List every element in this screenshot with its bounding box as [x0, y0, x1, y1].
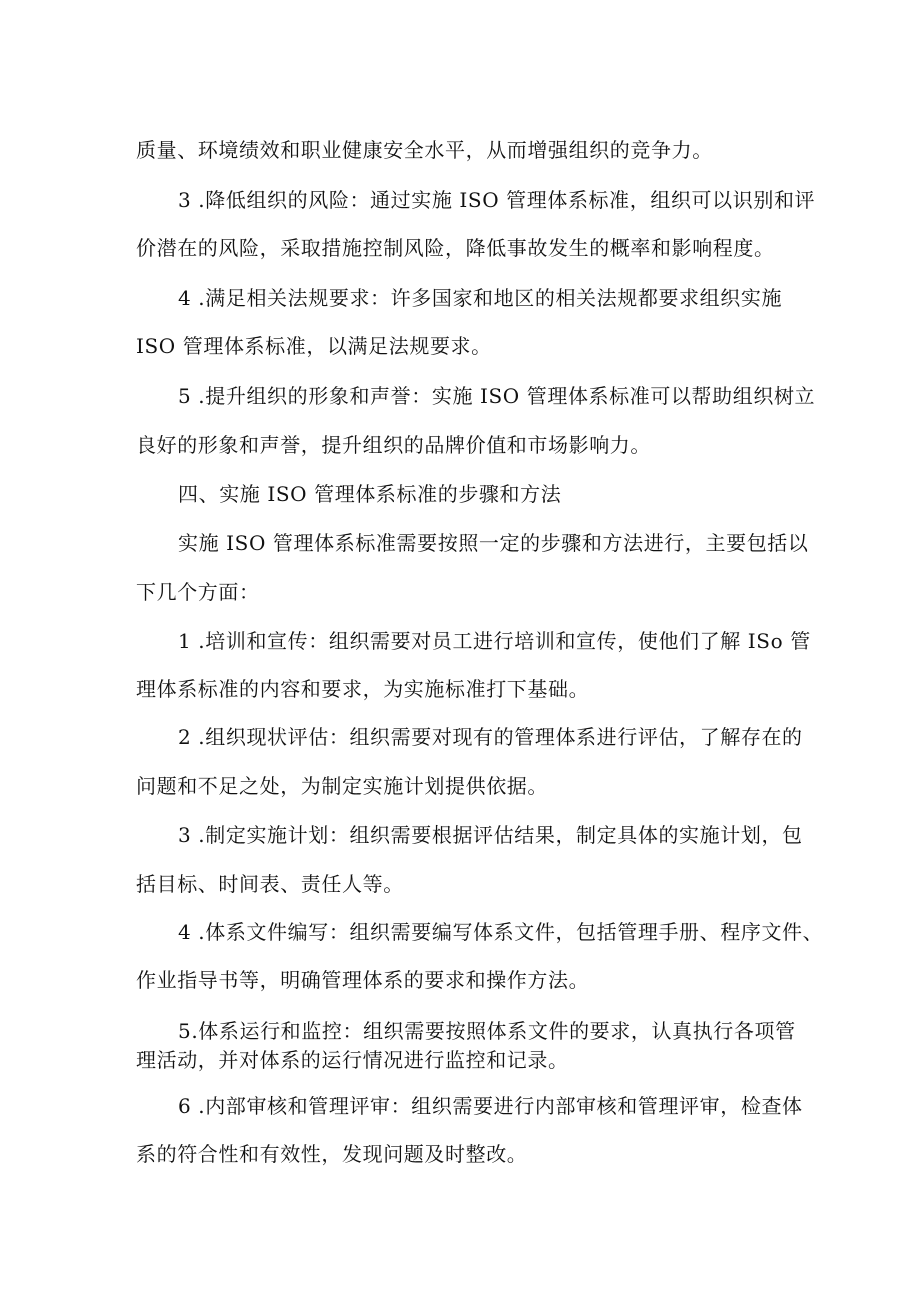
paragraph-line: 6 .内部审核和管理评审：组织需要进行内部审核和管理评审，检查体	[178, 1094, 803, 1118]
section-heading: 四、实施 ISO 管理体系标准的步骤和方法	[178, 482, 562, 506]
paragraph-line: 3 .制定实施计划：组织需要根据评估结果，制定具体的实施计划，包	[178, 823, 803, 847]
paragraph-line: 3 .降低组织的风险：通过实施 ISO 管理体系标准，组织可以识别和评	[178, 188, 816, 212]
paragraph-line: 系的符合性和有效性，发现问题及时整改。	[136, 1142, 528, 1166]
paragraph-line: 作业指导书等，明确管理体系的要求和操作方法。	[136, 968, 590, 992]
paragraph-line: 理体系标准的内容和要求，为实施标准打下基础。	[136, 677, 590, 701]
paragraph-line: 5 .提升组织的形象和声誉：实施 ISO 管理体系标准可以帮助组织树立	[178, 384, 816, 408]
paragraph-line: 1 .培训和宣传：组织需要对员工进行培训和宣传，使他们了解 ISo 管	[178, 629, 811, 653]
paragraph-line: 4 .满足相关法规要求：许多国家和地区的相关法规都要求组织实施	[178, 286, 783, 310]
paragraph-line: 问题和不足之处，为制定实施计划提供依据。	[136, 774, 548, 798]
paragraph-line: 下几个方面：	[136, 580, 260, 604]
paragraph-line: 4 .体系文件编写：组织需要编写体系文件，包括管理手册、程序文件、	[178, 920, 824, 944]
paragraph-line: 理活动，并对体系的运行情况进行监控和记录。	[136, 1048, 569, 1072]
paragraph-line: 2 .组织现状评估：组织需要对现有的管理体系进行评估，了解存在的	[178, 725, 803, 749]
paragraph-line: 质量、环境绩效和职业健康安全水平，从而增强组织的竞争力。	[136, 138, 713, 162]
paragraph-line: 良好的形象和声誉，提升组织的品牌价值和市场影响力。	[136, 433, 651, 457]
paragraph-line: 实施 ISO 管理体系标准需要按照一定的步骤和方法进行，主要包括以	[178, 531, 809, 555]
paragraph-line: 括目标、时间表、责任人等。	[136, 872, 404, 896]
paragraph-line: 价潜在的风险，采取措施控制风险，降低事故发生的概率和影响程度。	[136, 236, 775, 260]
paragraph-line: ISO 管理体系标准，以满足法规要求。	[136, 334, 492, 358]
paragraph-line: 5.体系运行和监控：组织需要按照体系文件的要求，认真执行各项管	[178, 1019, 796, 1043]
